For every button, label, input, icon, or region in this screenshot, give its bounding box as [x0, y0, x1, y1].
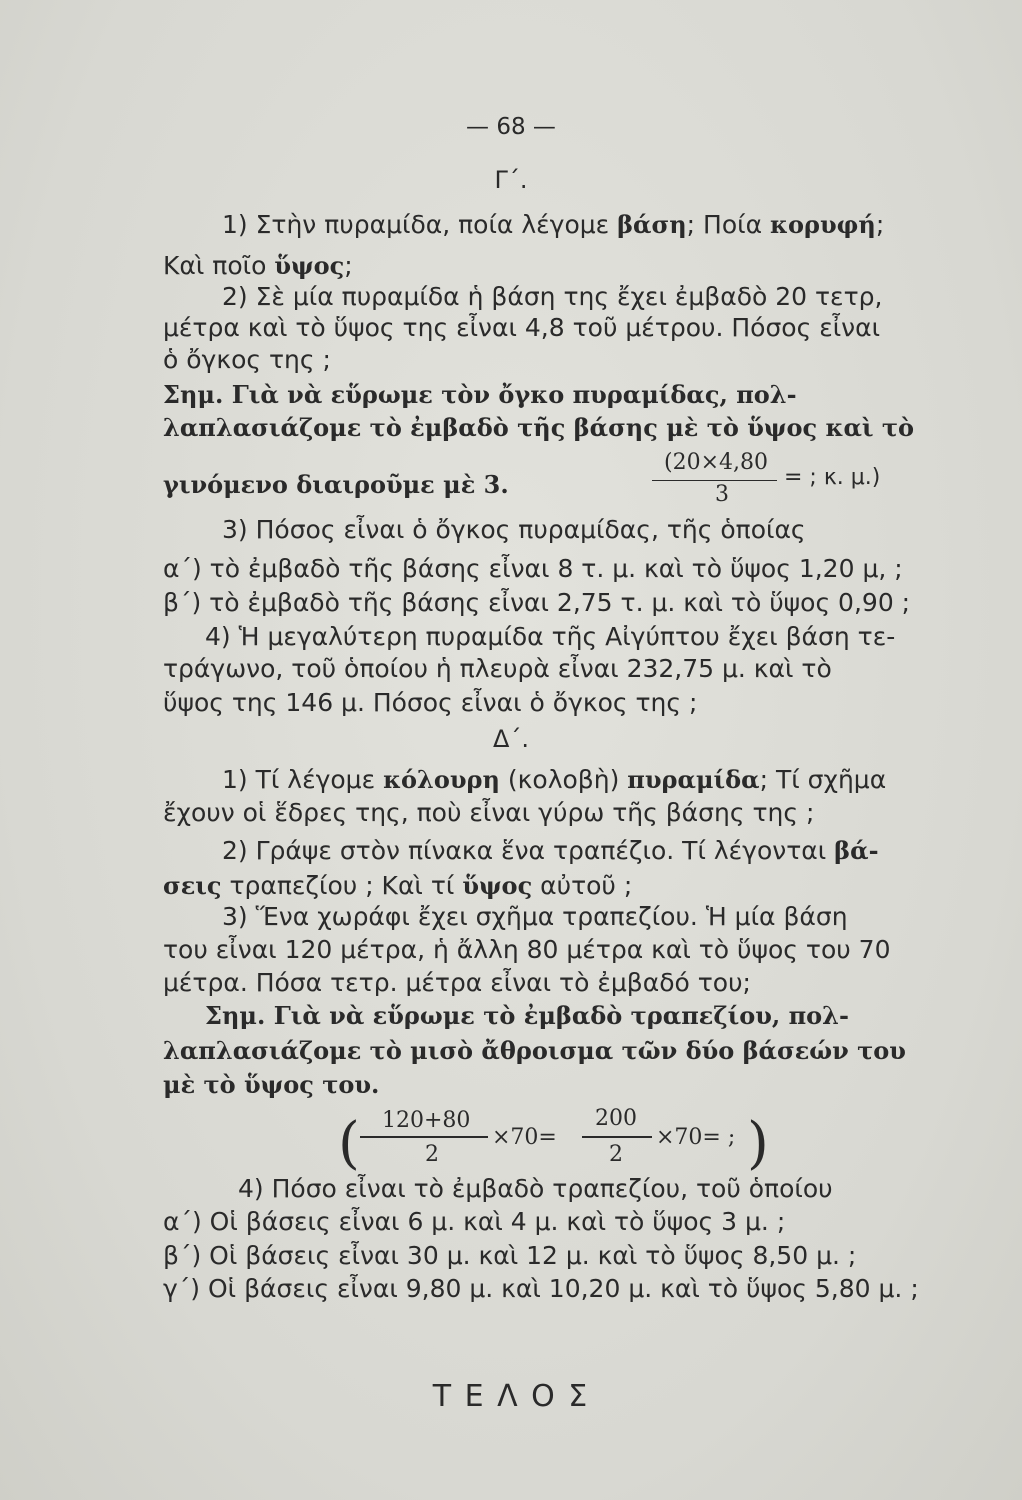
formula-denominator-1: 2 — [425, 1142, 439, 1167]
question-g1-line1: 1) Στὴν πυραμίδα, ποία λέγομε βάση; Ποία κορυφή; — [222, 210, 885, 239]
question-g1-line2: Καὶ ποῖο ὕψος; — [163, 251, 353, 280]
term-pyramid: πυραμίδα — [627, 765, 760, 794]
question-g3-line2: α΄) τὸ ἐμβαδὸ τῆς βάσης εἶναι 8 τ. μ. καὶ τὸ ὕψος 1,20 μ, ; — [163, 554, 903, 583]
term-frustum: κόλουρη — [383, 765, 500, 794]
term-bases-cont: σεις — [163, 871, 222, 900]
note-d-line1: Σημ. Γιὰ νὰ εὕρωμε τὸ ἐμβαδὸ τραπεζίου, πολ- — [205, 1001, 849, 1030]
note-g-line3: γινόμενο διαιροῦμε μὲ 3. — [163, 470, 509, 499]
formula-numerator-sum: 120+80 — [382, 1108, 471, 1133]
end-text: Τ Ε Λ Ο Σ — [432, 1379, 590, 1414]
section-heading-gamma: Γ΄. — [494, 166, 528, 194]
question-d2-line1: 2) Γράψε στὸν πίνακα ἕνα τραπέζιο. Τί λέγονται βά- — [222, 836, 879, 865]
question-d3-line3: μέτρα. Πόσα τετρ. μέτρα εἶναι τὸ ἐμβαδό του; — [163, 968, 751, 997]
question-d2-line2: σεις τραπεζίου ; Καὶ τί ὕψος αὐτοῦ ; — [163, 871, 633, 900]
question-g3-line3: β΄) τὸ ἐμβαδὸ τῆς βάσης εἶναι 2,75 τ. μ. καὶ τὸ ὕψος 0,90 ; — [163, 588, 911, 617]
question-d1-line2: ἔχουν οἱ ἕδρες της, ποὺ εἶναι γύρω τῆς βάσης της ; — [163, 798, 815, 827]
question-g2-line2: μέτρα καὶ τὸ ὕψος της εἶναι 4,8 τοῦ μέτρου. Πόσος εἶναι — [163, 313, 881, 342]
question-d4-line3: β΄) Οἱ βάσεις εἶναι 30 μ. καὶ 12 μ. καὶ τὸ ὕψος 8,50 μ. ; — [163, 1241, 857, 1270]
formula-denominator-2: 2 — [609, 1142, 623, 1167]
note-g-numerator: (20×4,80 — [664, 450, 768, 475]
note-g-tail: = ; κ. μ.) — [784, 465, 881, 490]
question-d1-line1: 1) Τί λέγομε κόλουρη (κολοβὴ) πυραμίδα; Τί σχῆμα — [222, 765, 887, 794]
term-height-trapezoid: ὕψος — [462, 871, 533, 900]
question-g2-line1: 2) Σὲ μία πυραμίδα ἡ βάση της ἔχει ἐμβαδὸ 20 τετρ, — [222, 282, 883, 311]
formula-right-paren: ) — [747, 1111, 769, 1176]
question-g4-line2: τράγωνο, τοῦ ὁποίου ἡ πλευρὰ εἶναι 232,75 μ. καὶ τὸ — [163, 654, 832, 683]
note-d-line2: λαπλασιάζομε τὸ μισὸ ἄθροισμα τῶν δύο βάσεών του — [163, 1036, 906, 1065]
question-d4-line2: α΄) Οἱ βάσεις εἶναι 6 μ. καὶ 4 μ. καὶ τὸ ὕψος 3 μ. ; — [163, 1207, 786, 1236]
formula-numerator-200: 200 — [595, 1106, 637, 1131]
question-g4-line3: ὕψος της 146 μ. Πόσος εἶναι ὁ ὄγκος της ; — [163, 688, 698, 717]
section-heading-delta: Δ΄. — [492, 725, 530, 753]
formula-fraction-bar-2 — [582, 1136, 652, 1138]
note-g-denominator: 3 — [715, 482, 729, 507]
formula-times-70-equals: ×70= — [492, 1125, 557, 1150]
question-d4-line1: 4) Πόσο εἶναι τὸ ἐμβαδὸ τραπεζίου, τοῦ ὁποίου — [238, 1174, 833, 1203]
term-apex: κορυφή — [770, 210, 876, 239]
note-g-fraction-bar — [652, 480, 777, 481]
question-d3-line2: του εἶναι 120 μέτρα, ἡ ἄλλη 80 μέτρα καὶ τὸ ὕψος του 70 — [163, 935, 891, 964]
formula-fraction-bar-1 — [360, 1136, 488, 1138]
question-g3-line1: 3) Πόσος εἶναι ὁ ὄγκος πυραμίδας, τῆς ὁποίας — [222, 515, 806, 544]
term-bases: βά- — [834, 836, 879, 865]
question-g4-line1: 4) Ἡ μεγαλύτερη πυραμίδα τῆς Αἰγύπτου ἔχει βάση τε- — [205, 622, 896, 651]
question-d4-line4: γ΄) Οἱ βάσεις εἶναι 9,80 μ. καὶ 10,20 μ. καὶ τὸ ὕψος 5,80 μ. ; — [163, 1274, 919, 1303]
question-g2-line3: ὁ ὄγκος της ; — [163, 345, 331, 374]
note-d-line3: μὲ τὸ ὕψος του. — [163, 1070, 380, 1099]
note-g-line1: Σημ. Γιὰ νὰ εὕρωμε τὸν ὄγκο πυραμίδας, πολ- — [163, 380, 797, 409]
formula-tail: ×70= ; — [656, 1125, 736, 1150]
note-g-line2: λαπλασιάζομε τὸ ἐμβαδὸ τῆς βάσης μὲ τὸ ὕψος καὶ τὸ — [163, 413, 915, 442]
term-base: βάση — [617, 210, 687, 239]
page-number: — 68 — — [466, 114, 556, 140]
term-height: ὕψος — [274, 251, 345, 280]
formula-left-paren: ( — [338, 1111, 360, 1176]
question-d3-line1: 3) Ἕνα χωράφι ἔχει σχῆμα τραπεζίου. Ἡ μία βάση — [222, 902, 848, 931]
